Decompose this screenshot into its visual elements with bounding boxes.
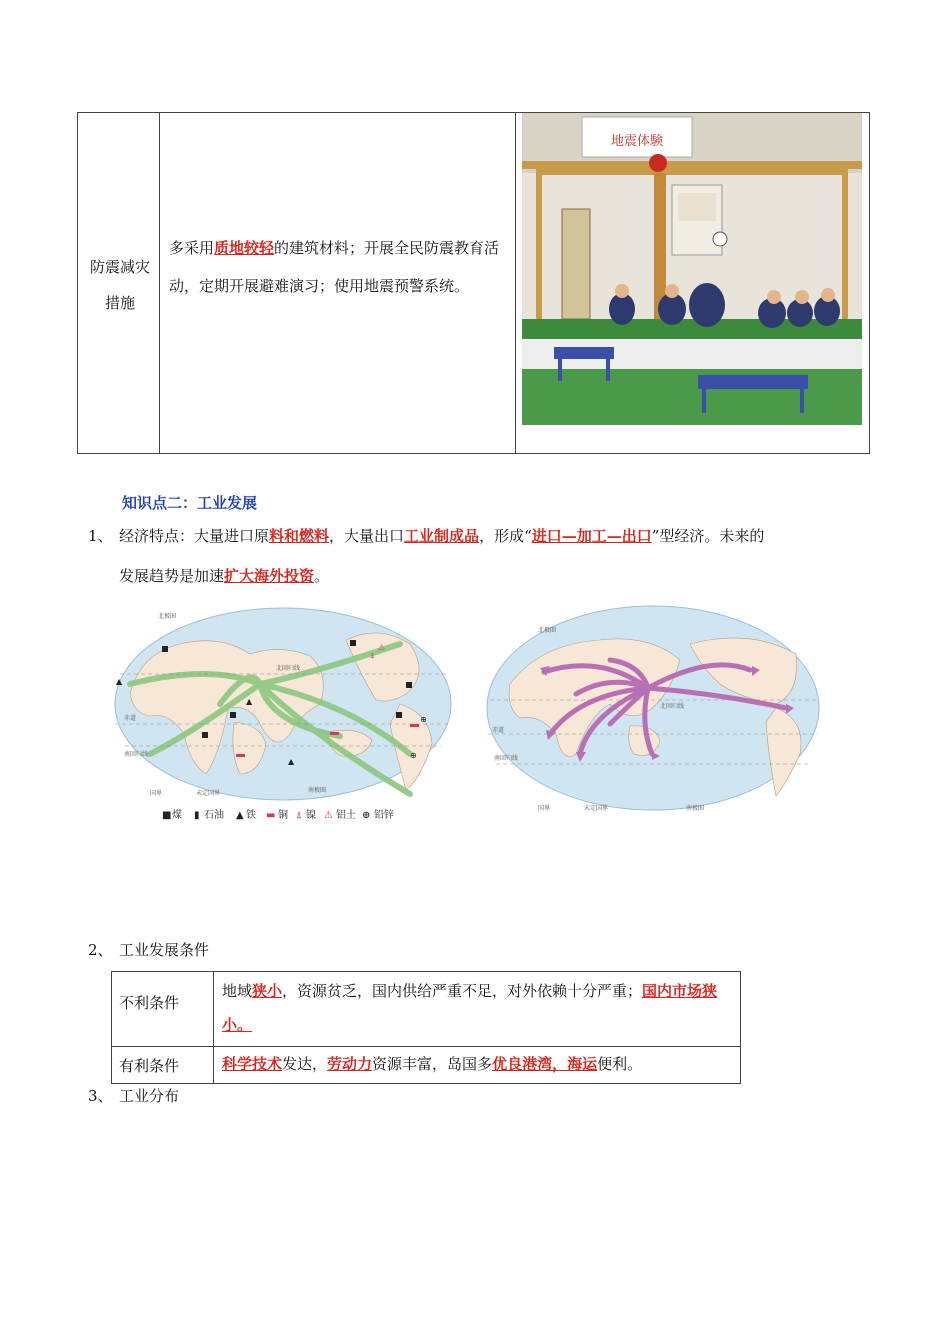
resource-import-map xyxy=(110,604,456,826)
text-run: 发达， xyxy=(282,1055,328,1073)
map1-legend-item xyxy=(266,808,288,821)
item1-line1 xyxy=(119,526,764,546)
map2-arctic-label: 北极圈 xyxy=(538,627,557,634)
text-run: 经济特点：大量进口原 xyxy=(119,527,270,545)
measures-label-cell xyxy=(78,113,160,453)
text-run: 多采用 xyxy=(169,239,215,257)
text-run: 便利。 xyxy=(597,1055,643,1073)
svg-text:⊕: ⊕ xyxy=(420,715,427,724)
text-run: 发展趋势是加速 xyxy=(119,567,225,585)
svg-text:石油: 石油 xyxy=(204,810,224,821)
map2-tropic-s-label: 南回归线 xyxy=(494,755,519,762)
svg-text:▲: ▲ xyxy=(116,677,123,686)
svg-text:▮: ▮ xyxy=(194,810,200,821)
photo-sign-text: 地震体験 xyxy=(610,134,664,149)
svg-text:铝土: 铝土 xyxy=(336,810,356,821)
map1-legend-item xyxy=(236,808,256,821)
highlighted-term: 狭小 xyxy=(252,982,283,1000)
svg-text:⍋: ⍋ xyxy=(296,810,302,821)
svg-text:⍋: ⍋ xyxy=(370,651,375,660)
item3-number: 3、 xyxy=(88,1087,113,1105)
text-run: ，形成“ xyxy=(479,527,532,545)
svg-text:⚠: ⚠ xyxy=(378,643,386,652)
svg-text:铁: 铁 xyxy=(246,810,256,821)
map1-legend-item xyxy=(324,808,356,821)
text-run: ”型经济。未来的 xyxy=(651,527,765,545)
text-run: 的建筑材料；开展全民防震教育活动，定期开展避难演习；使用地震预警系统。 xyxy=(169,239,500,295)
map1-legend-item xyxy=(296,808,316,821)
svg-text:镍: 镍 xyxy=(306,810,316,821)
map2-tropic-n-label: 北回归线 xyxy=(660,703,685,710)
svg-text:▲: ▲ xyxy=(288,757,295,766)
map1-legend-item xyxy=(362,808,394,821)
map1-tropic-n-label: 北回归线 xyxy=(276,665,301,672)
conditions-row-favorable xyxy=(112,1047,740,1083)
measures-text-cell xyxy=(160,113,516,453)
highlighted-term: 料和燃料 xyxy=(269,527,330,545)
conditions-table xyxy=(111,971,741,1084)
section-heading: 知识点二：工业发展 xyxy=(122,494,258,512)
text-run: ，大量出口 xyxy=(329,527,405,545)
map1-antarctic-label: 南极圈 xyxy=(308,787,327,794)
map1-arctic-label: 北极圈 xyxy=(158,613,177,620)
conditions-label-unfavorable: 不利条件 xyxy=(119,994,180,1012)
map1-border-undefined: 未定国界 xyxy=(196,790,221,797)
measures-table xyxy=(77,112,870,454)
svg-text:▲: ▲ xyxy=(246,697,253,706)
earthquake-drill-photo xyxy=(522,113,862,425)
measures-label: 防震减灾措施 xyxy=(89,258,150,312)
svg-text:▲: ▲ xyxy=(236,810,244,821)
item1-line2 xyxy=(119,566,329,586)
map1-border-intl: 国界 xyxy=(150,790,163,797)
highlighted-term: 国内市场狭小。 xyxy=(222,982,718,1034)
item3-title: 工业分布 xyxy=(119,1087,180,1105)
svg-text:煤: 煤 xyxy=(172,810,182,821)
text-run: 。 xyxy=(314,567,330,585)
svg-text:▬: ▬ xyxy=(266,810,276,821)
conditions-label-favorable: 有利条件 xyxy=(119,1057,180,1075)
earthquake-drill-photo-cell xyxy=(516,113,869,453)
highlighted-term: 质地较轻 xyxy=(214,239,275,257)
map2-equator-label: 赤道 xyxy=(492,727,505,734)
item2-title: 工业发展条件 xyxy=(119,941,210,959)
highlighted-term: 工业制成品 xyxy=(404,527,480,545)
svg-text:■: ■ xyxy=(162,810,172,821)
conditions-text-favorable xyxy=(222,1047,732,1081)
map2-border-undefined: 未定国界 xyxy=(584,805,609,812)
highlighted-term: 劳动力 xyxy=(327,1055,373,1073)
map1-legend-item xyxy=(194,808,224,821)
item2-number: 2、 xyxy=(88,941,113,959)
svg-text:铜: 铜 xyxy=(278,810,288,821)
svg-text:⊕: ⊕ xyxy=(410,751,417,760)
map2-antarctic-label: 南极圈 xyxy=(686,805,705,812)
map1-equator-label: 赤道 xyxy=(124,715,137,722)
svg-text:⚠: ⚠ xyxy=(324,810,333,821)
map2-border-intl: 国界 xyxy=(538,805,551,812)
highlighted-term: 进口—加工—出口 xyxy=(531,527,652,545)
measures-text xyxy=(169,229,507,305)
svg-text:⊕: ⊕ xyxy=(362,810,371,821)
map1-legend-item xyxy=(162,808,182,821)
item1-number: 1、 xyxy=(88,527,113,545)
svg-text:铅锌: 铅锌 xyxy=(374,810,394,821)
conditions-text-unfavorable xyxy=(222,974,732,1042)
map1-tropic-s-label: 南回归线 xyxy=(124,751,149,758)
highlighted-term: 扩大海外投资 xyxy=(224,567,315,585)
investment-map xyxy=(480,604,826,816)
text-run: ，资源贫乏，国内供给严重不足，对外依赖十分严重； xyxy=(282,982,643,1000)
text-run: 地域 xyxy=(222,982,253,1000)
text-run: 资源丰富，岛国多 xyxy=(372,1055,493,1073)
highlighted-term: 科学技术 xyxy=(222,1055,283,1073)
highlighted-term: 优良港湾，海运 xyxy=(492,1055,598,1073)
conditions-row-unfavorable xyxy=(112,972,740,1047)
